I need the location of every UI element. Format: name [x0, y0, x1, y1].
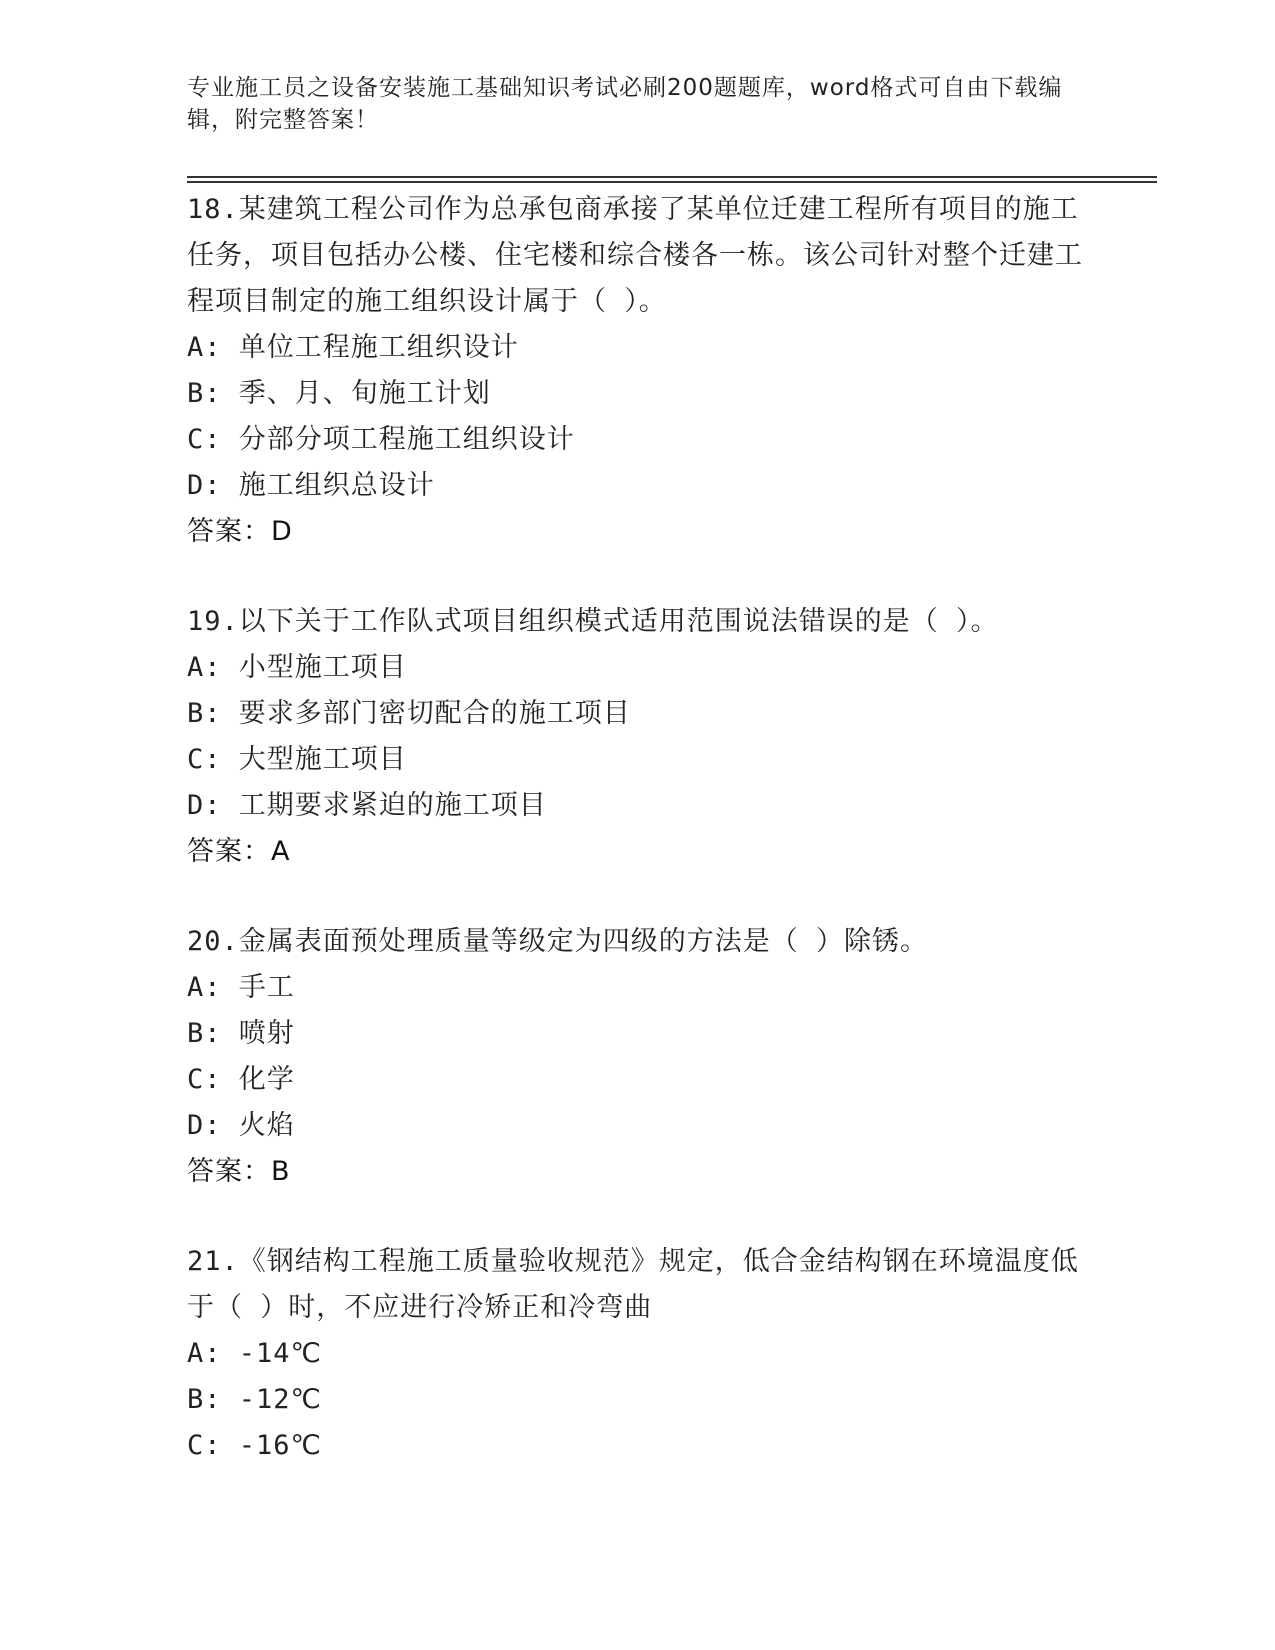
option-c: C: -16℃ — [187, 1430, 322, 1461]
option-c: C: 大型施工项目 — [187, 744, 407, 775]
question-spacer — [187, 875, 1097, 919]
option-b: B: 要求多部门密切配合的施工项目 — [187, 698, 631, 729]
option-a: A: 小型施工项目 — [187, 652, 407, 683]
option-c: C: 分部分项工程施工组织设计 — [187, 424, 575, 455]
question-stem: 19.以下关于工作队式项目组织模式适用范围说法错误的是（ ）。 — [187, 606, 999, 637]
option-b: B: 喷射 — [187, 1018, 295, 1049]
question-spacer — [187, 1195, 1097, 1239]
question-21 — [187, 1239, 1097, 1469]
question-stem: 18.某建筑工程公司作为总承包商承接了某单位迁建工程所有项目的施工任务，项目包括办公楼、住宅楼和综合楼各一栋。该公司针对整个迁建工程项目制定的施工组织设计属于（ ）。 — [187, 194, 1083, 317]
option-a: A: -14℃ — [187, 1338, 322, 1369]
question-stem: 20.金属表面预处理质量等级定为四级的方法是（ ）除锈。 — [187, 926, 929, 957]
header-divider-bottom — [187, 181, 1157, 183]
answer-line: 答案：B — [187, 1156, 291, 1187]
option-d: D: 工期要求紧迫的施工项目 — [187, 790, 547, 821]
question-20 — [187, 919, 1097, 1195]
option-d: D: 火焰 — [187, 1110, 295, 1141]
header-divider-top — [187, 176, 1157, 178]
option-d: D: 施工组织总设计 — [187, 470, 435, 501]
option-c: C: 化学 — [187, 1064, 295, 1095]
question-18 — [187, 187, 1097, 555]
answer-line: 答案：D — [187, 516, 293, 547]
option-a: A: 单位工程施工组织设计 — [187, 332, 519, 363]
question-spacer — [187, 555, 1097, 599]
document-header: 专业施工员之设备安装施工基础知识考试必刷200题题库，word格式可自由下载编辑，附完整答案！ — [187, 75, 1063, 133]
question-19 — [187, 599, 1097, 875]
question-list — [187, 187, 1097, 1469]
option-b: B: 季、月、旬施工计划 — [187, 378, 491, 409]
option-b: B: -12℃ — [187, 1384, 322, 1415]
option-a: A: 手工 — [187, 972, 295, 1003]
answer-line: 答案：A — [187, 836, 291, 867]
question-stem: 21.《钢结构工程施工质量验收规范》规定，低合金结构钢在环境温度低于（ ）时，不应进行冷矫正和冷弯曲 — [187, 1246, 1079, 1323]
